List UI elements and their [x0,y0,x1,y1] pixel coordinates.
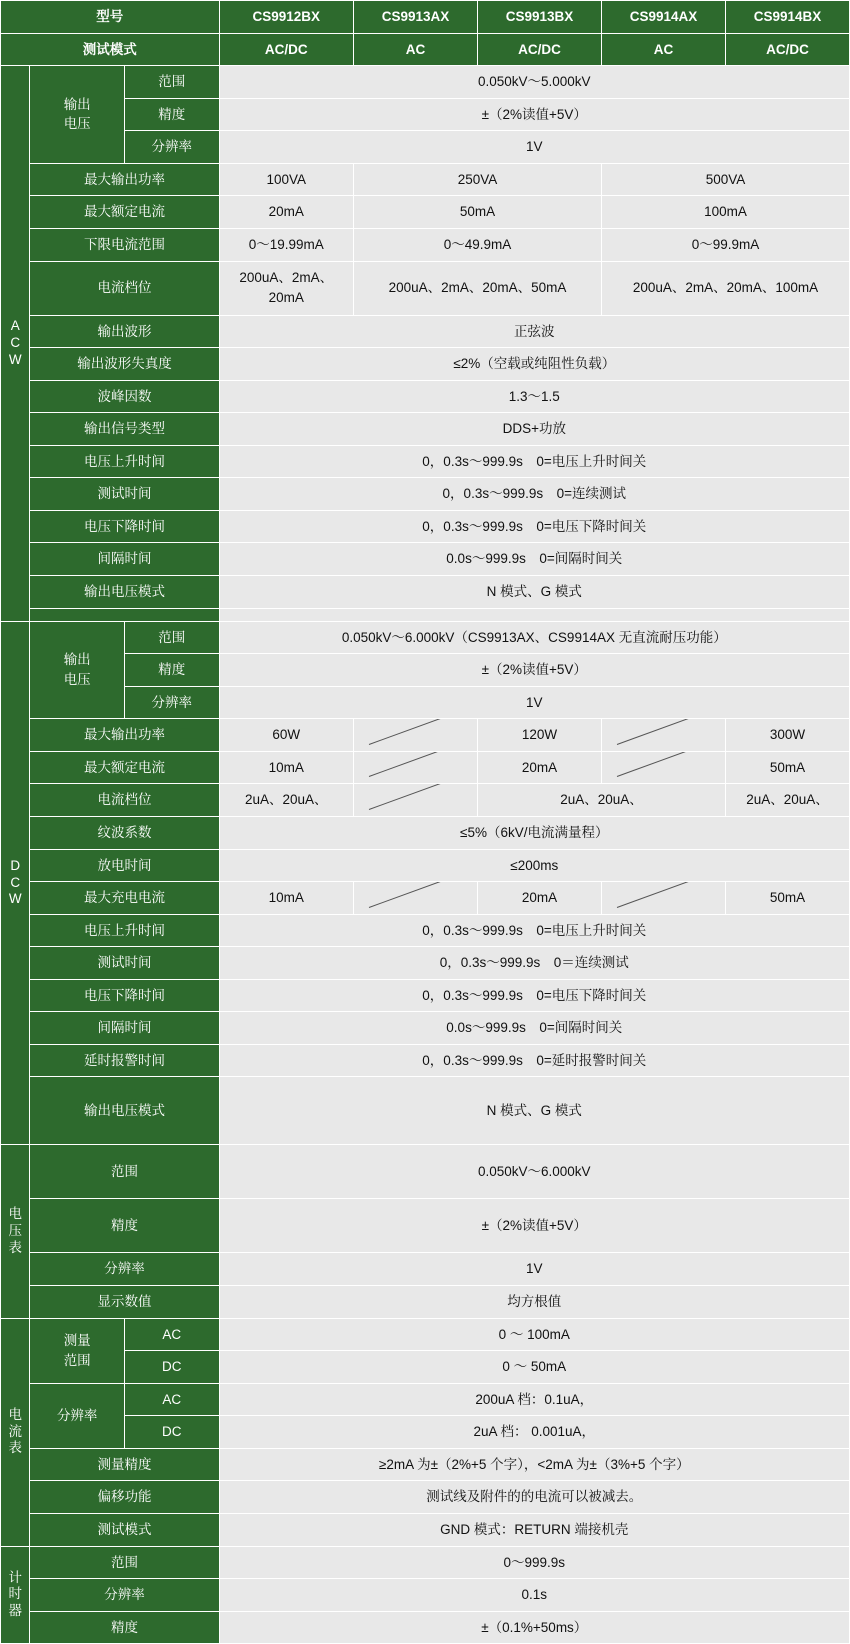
dcw-delay-alarm-row [1,1044,850,1077]
dcw-max-power-na-2 [602,719,726,752]
dcw-range-value: 0.050kV～6.000kV（CS9913AX、CS9914AX 无直流耐压功能） [219,621,849,654]
dcw-volt-mode-label: 输出电压模式 [30,1077,219,1145]
dcw-ripple-label: 纹波系数 [30,816,219,849]
dcw-current-gear-1: 2uA、20uA、 [478,784,726,817]
acw-current-gear-label: 电流档位 [30,261,219,315]
ammeter-accuracy-row [1,1448,850,1481]
ammeter-offset-row [1,1481,850,1514]
timer-resolution-label: 分辨率 [30,1579,219,1612]
dcw-charge-current-label: 最大充电电流 [30,882,219,915]
header-model-3: CS9914AX [602,1,726,34]
ammeter-offset-value: 测试线及附件的的电流可以被减去。 [219,1481,849,1514]
acw-resolution-value: 1V [219,131,849,164]
dcw-rise-time-value: 0，0.3s～999.9s 0=电压上升时间关 [219,914,849,947]
ammeter-test-mode-row [1,1513,850,1546]
dcw-interval-value: 0.0s～999.9s 0=间隔时间关 [219,1012,849,1045]
dcw-range-label: 范围 [124,621,219,654]
dcw-test-time-label: 测试时间 [30,947,219,980]
dcw-rise-time-label: 电压上升时间 [30,914,219,947]
dcw-delay-alarm-value: 0，0.3s～999.9s 0=延时报警时间关 [219,1044,849,1077]
dcw-max-current-label: 最大额定电流 [30,751,219,784]
dcw-max-power-na-1 [354,719,478,752]
acw-lower-current-1: 0～49.9mA [354,228,602,261]
acw-lower-current-0: 0～19.99mA [219,228,353,261]
dcw-ripple-value: ≤5%（6kV/电流满量程） [219,816,849,849]
section-label-dcw: DCW [1,621,30,1145]
acw-current-gear-0: 200uA、2mA、20mA [219,261,353,315]
header-model-1: CS9913AX [354,1,478,34]
acw-max-power-1: 250VA [354,163,602,196]
ammeter-ac-range-value: 0 ～ 100mA [219,1318,849,1351]
header-mode-4: AC/DC [725,33,849,66]
table-mode-row [1,33,850,66]
timer-accuracy-row [1,1611,850,1644]
dcw-ripple-row [1,816,850,849]
acw-max-power-2: 500VA [602,163,850,196]
dcw-max-power-0: 60W [219,719,353,752]
acw-max-current-2: 100mA [602,196,850,229]
timer-accuracy-value: ±（0.1%+50ms） [219,1611,849,1644]
voltmeter-display-row [1,1286,850,1319]
acw-signal-type-row [1,413,850,446]
acw-distortion-value: ≤2%（空载或纯阻性负载） [219,348,849,381]
header-mode-1: AC [354,33,478,66]
acw-range-label: 范围 [124,66,219,99]
voltmeter-resolution-value: 1V [219,1253,849,1286]
acw-spacer-label [30,608,219,621]
acw-test-time-row [1,478,850,511]
acw-current-gear-row [1,261,850,315]
acw-waveform-label: 输出波形 [30,315,219,348]
dcw-charge-current-row [1,882,850,915]
acw-max-power-label: 最大输出功率 [30,163,219,196]
dcw-resolution-label: 分辨率 [124,686,219,719]
ammeter-resolution-label: 分辨率 [30,1383,125,1448]
voltmeter-range-row [1,1145,850,1199]
ammeter-ac-range-row [1,1318,850,1351]
acw-volt-mode-value: N 模式、G 模式 [219,576,849,609]
acw-rise-time-label: 电压上升时间 [30,445,219,478]
acw-resolution-row [1,131,850,164]
ammeter-dc-resolution-row [1,1416,850,1449]
voltmeter-display-label: 显示数值 [30,1286,219,1319]
dcw-max-current-0: 10mA [219,751,353,784]
acw-rise-time-value: 0，0.3s～999.9s 0=电压上升时间关 [219,445,849,478]
acw-interval-value: 0.0s～999.9s 0=间隔时间关 [219,543,849,576]
acw-max-power-0: 100VA [219,163,353,196]
acw-lower-current-2: 0～99.9mA [602,228,850,261]
ammeter-test-mode-label: 测试模式 [30,1513,219,1546]
ammeter-ac-resolution-row [1,1383,850,1416]
section-label-timer: 计时器 [1,1546,30,1644]
acw-lower-current-row [1,228,850,261]
acw-output-voltage-label: 输出 电压 [30,66,125,164]
dcw-test-time-row [1,947,850,980]
acw-volt-mode-row [1,576,850,609]
voltmeter-accuracy-label: 精度 [30,1199,219,1253]
dcw-max-power-2: 300W [725,719,849,752]
dcw-output-voltage-label: 输出 电压 [30,621,125,719]
dcw-charge-current-0: 10mA [219,882,353,915]
dcw-max-power-label: 最大输出功率 [30,719,219,752]
acw-crest-label: 波峰因数 [30,380,219,413]
dcw-max-power-1: 120W [478,719,602,752]
acw-resolution-label: 分辨率 [124,131,219,164]
dcw-test-time-value: 0，0.3s～999.9s 0＝连续测试 [219,947,849,980]
ammeter-dc-range-value: 0 ～ 50mA [219,1351,849,1384]
header-mode-2: AC/DC [478,33,602,66]
header-model-0: CS9912BX [219,1,353,34]
header-model-2: CS9913BX [478,1,602,34]
acw-max-power-row [1,163,850,196]
dcw-charge-current-1: 20mA [478,882,602,915]
acw-interval-label: 间隔时间 [30,543,219,576]
acw-current-gear-2: 200uA、2mA、20mA、100mA [602,261,850,315]
dcw-max-current-row [1,751,850,784]
dcw-volt-mode-row [1,1077,850,1145]
acw-range-row [1,66,850,99]
acw-fall-time-row [1,510,850,543]
dcw-charge-current-2: 50mA [725,882,849,915]
voltmeter-accuracy-row [1,1199,850,1253]
ammeter-test-mode-value: GND 模式：RETURN 端接机壳 [219,1513,849,1546]
dcw-current-gear-2: 2uA、20uA、 [725,784,849,817]
header-mode-3: AC [602,33,726,66]
acw-current-gear-1: 200uA、2mA、20mA、50mA [354,261,602,315]
dcw-fall-time-row [1,979,850,1012]
dcw-interval-row [1,1012,850,1045]
section-label-voltmeter: 电压表 [1,1145,30,1318]
dcw-accuracy-row [1,654,850,687]
dcw-rise-time-row [1,914,850,947]
acw-crest-value: 1.3～1.5 [219,380,849,413]
acw-max-current-row [1,196,850,229]
acw-distortion-label: 输出波形失真度 [30,348,219,381]
ammeter-measure-range-label: 测量 范围 [30,1318,125,1383]
acw-test-time-label: 测试时间 [30,478,219,511]
acw-accuracy-label: 精度 [124,98,219,131]
acw-waveform-value: 正弦波 [219,315,849,348]
dcw-accuracy-label: 精度 [124,654,219,687]
timer-range-label: 范围 [30,1546,219,1579]
dcw-discharge-row [1,849,850,882]
ammeter-accuracy-label: 测量精度 [30,1448,219,1481]
acw-interval-row [1,543,850,576]
acw-test-time-value: 0，0.3s～999.9s 0=连续测试 [219,478,849,511]
dcw-delay-alarm-label: 延时报警时间 [30,1044,219,1077]
ammeter-ac-label: AC [124,1318,219,1351]
acw-crest-row [1,380,850,413]
acw-max-current-0: 20mA [219,196,353,229]
dcw-current-gear-row [1,784,850,817]
section-label-acw: ACW [1,66,30,621]
ammeter-ac-resolution-value: 200uA 档：0.1uA， [219,1383,849,1416]
acw-fall-time-value: 0，0.3s～999.9s 0=电压下降时间关 [219,510,849,543]
timer-range-value: 0～999.9s [219,1546,849,1579]
dcw-fall-time-value: 0，0.3s～999.9s 0=电压下降时间关 [219,979,849,1012]
timer-resolution-row [1,1579,850,1612]
acw-spacer-value [219,608,849,621]
header-mode-label: 测试模式 [1,33,220,66]
dcw-max-current-1: 20mA [478,751,602,784]
dcw-discharge-value: ≤200ms [219,849,849,882]
voltmeter-accuracy-value: ±（2%读值+5V） [219,1199,849,1253]
dcw-current-gear-0: 2uA、20uA、 [219,784,353,817]
acw-spacer-row [1,608,850,621]
voltmeter-resolution-label: 分辨率 [30,1253,219,1286]
dcw-fall-time-label: 电压下降时间 [30,979,219,1012]
table-header-row [1,1,850,34]
timer-accuracy-label: 精度 [30,1611,219,1644]
header-model-label: 型号 [1,1,220,34]
voltmeter-range-label: 范围 [30,1145,219,1199]
voltmeter-resolution-row [1,1253,850,1286]
acw-signal-type-value: DDS+功放 [219,413,849,446]
dcw-volt-mode-value: N 模式、G 模式 [219,1077,849,1145]
acw-accuracy-row [1,98,850,131]
header-model-4: CS9914BX [725,1,849,34]
acw-fall-time-label: 电压下降时间 [30,510,219,543]
dcw-max-power-row [1,719,850,752]
dcw-resolution-value: 1V [219,686,849,719]
acw-accuracy-value: ±（2%读值+5V） [219,98,849,131]
voltmeter-display-value: 均方根值 [219,1286,849,1319]
acw-signal-type-label: 输出信号类型 [30,413,219,446]
ammeter-resolution-ac-label: AC [124,1383,219,1416]
acw-lower-current-label: 下限电流范围 [30,228,219,261]
ammeter-dc-range-row [1,1351,850,1384]
acw-range-value: 0.050kV～5.000kV [219,66,849,99]
dcw-resolution-row [1,686,850,719]
dcw-max-current-na-2 [602,751,726,784]
acw-volt-mode-label: 输出电压模式 [30,576,219,609]
header-mode-0: AC/DC [219,33,353,66]
acw-rise-time-row [1,445,850,478]
ammeter-resolution-dc-label: DC [124,1416,219,1449]
section-label-ammeter: 电流表 [1,1318,30,1546]
ammeter-accuracy-value: ≥2mA 为±（2%+5 个字），<2mA 为±（3%+5 个字） [219,1448,849,1481]
dcw-charge-current-na-2 [602,882,726,915]
voltmeter-range-value: 0.050kV～6.000kV [219,1145,849,1199]
dcw-charge-current-na-1 [354,882,478,915]
ammeter-dc-label: DC [124,1351,219,1384]
acw-distortion-row [1,348,850,381]
ammeter-offset-label: 偏移功能 [30,1481,219,1514]
acw-max-current-label: 最大额定电流 [30,196,219,229]
ammeter-dc-resolution-value: 2uA 档： 0.001uA， [219,1416,849,1449]
dcw-accuracy-value: ±（2%读值+5V） [219,654,849,687]
dcw-max-current-2: 50mA [725,751,849,784]
dcw-current-gear-na-1 [354,784,478,817]
dcw-range-row [1,621,850,654]
acw-waveform-row [1,315,850,348]
dcw-discharge-label: 放电时间 [30,849,219,882]
dcw-current-gear-label: 电流档位 [30,784,219,817]
timer-resolution-value: 0.1s [219,1579,849,1612]
acw-max-current-1: 50mA [354,196,602,229]
dcw-max-current-na-1 [354,751,478,784]
dcw-interval-label: 间隔时间 [30,1012,219,1045]
